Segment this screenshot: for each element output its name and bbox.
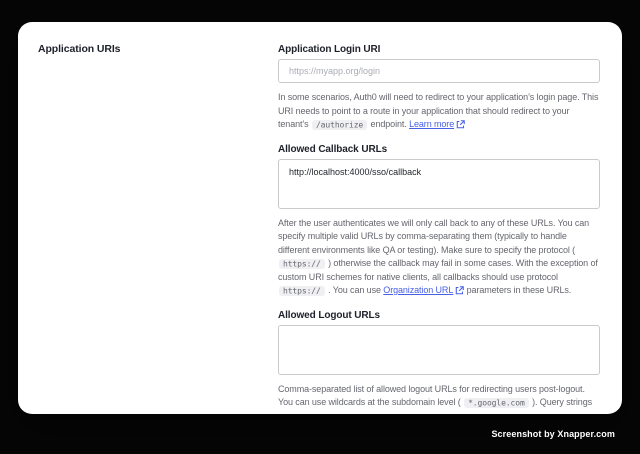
https-code-chip: https:// (279, 259, 325, 269)
organization-url-link-label: Organization URL (383, 285, 454, 295)
left-column (38, 43, 278, 414)
help-text: ) otherwise the callback may fail in some cases. With the exception of custom URI schemes for native clients, all callbacks should use protocol (278, 258, 598, 282)
external-link-icon (456, 120, 465, 129)
callback-urls-label: Allowed Callback URLs (278, 143, 388, 155)
callback-urls-help (278, 217, 600, 298)
external-link-icon (455, 286, 464, 295)
help-text: parameters in these URLs. (464, 285, 572, 295)
right-column (278, 43, 600, 414)
login-uri-input[interactable] (278, 59, 600, 83)
login-uri-help (278, 91, 600, 132)
help-text: endpoint. (368, 119, 410, 129)
https-code-chip: https:// (279, 286, 325, 296)
login-uri-label: Application Login URI (278, 44, 381, 55)
callback-urls-field (278, 143, 600, 298)
logout-urls-help (278, 383, 600, 410)
authorize-code-chip: /authorize (312, 120, 367, 130)
login-uri-field (278, 43, 600, 132)
logout-urls-label: Allowed Logout URLs (278, 309, 380, 321)
organization-url-link[interactable] (383, 285, 464, 295)
wildcard-code-chip: *.google.com (464, 398, 529, 408)
help-text: After the user authenticates we will only call back to any of these URLs. You can specify multiple valid URLs by comma-separating them (typically to handle different environments like QA or testing). Make sure to specify the protocol ( (278, 217, 590, 255)
logout-urls-textarea[interactable] (278, 325, 600, 375)
section-heading: Application URIs (38, 43, 121, 55)
help-text: ). Query strings (529, 397, 593, 407)
learn-more-link[interactable] (409, 119, 465, 129)
learn-more-link-label: Learn more (409, 119, 455, 129)
help-text: Comma-separated list of allowed logout URLs for redirecting users post-logout. You can use wildcards at the subdomain level ( (278, 383, 585, 407)
xnapper-watermark: Screenshot by Xnapper.com (491, 429, 615, 439)
application-uris-card (18, 22, 622, 414)
logout-urls-field (278, 309, 600, 410)
help-text: In some scenarios, Auth0 will need to redirect to your application’s login page. This URI needs to point to a route in your application that should redirect to your tenant’s (278, 92, 599, 129)
help-text: . You can use (325, 285, 384, 295)
callback-urls-textarea[interactable] (278, 159, 600, 209)
